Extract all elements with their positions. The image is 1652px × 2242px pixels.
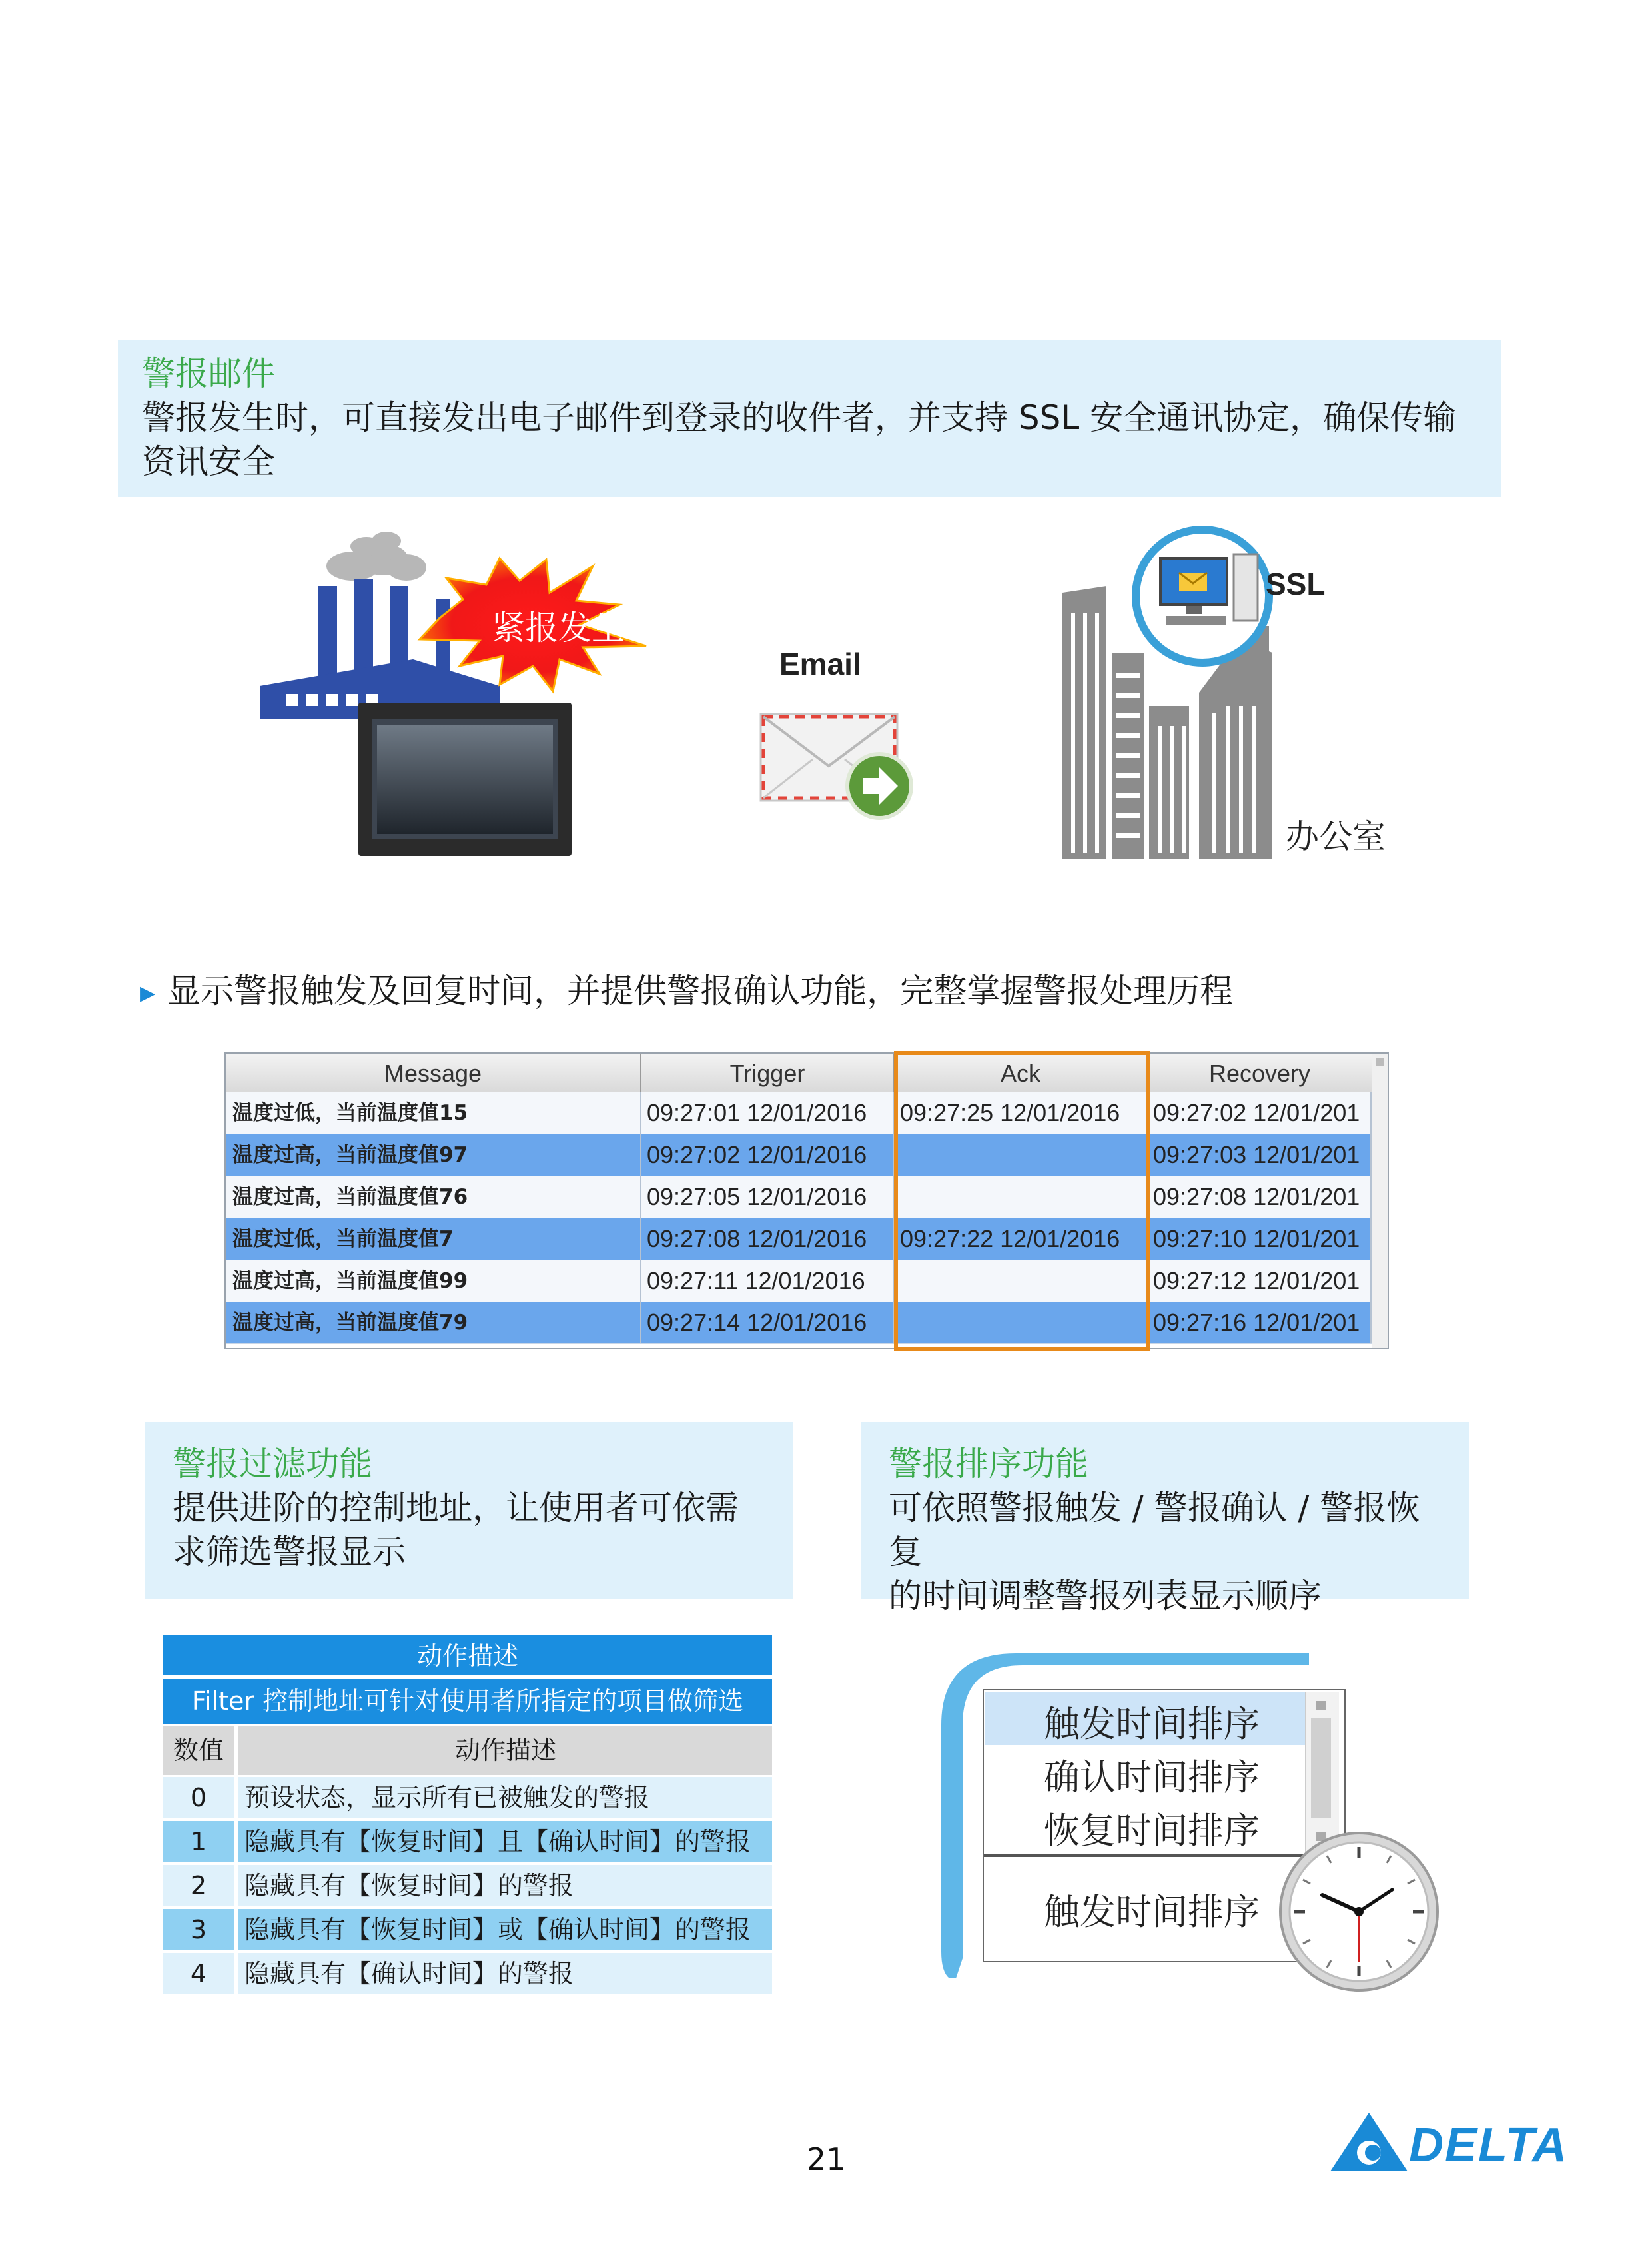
filter-column-separator bbox=[234, 1953, 238, 1994]
filter-desc: 预设状态，显示所有已被触发的警报 bbox=[244, 1783, 650, 1812]
office-label: 办公室 bbox=[1286, 817, 1386, 856]
email-label: Email bbox=[779, 647, 861, 681]
filter-column-separator bbox=[234, 1909, 238, 1950]
table-row[interactable] bbox=[226, 1302, 1372, 1344]
table-row[interactable] bbox=[226, 1176, 1372, 1218]
sort-option[interactable]: 确认时间排序 bbox=[1044, 1756, 1260, 1798]
delta-logo bbox=[1329, 2111, 1569, 2173]
filter-info-box bbox=[145, 1422, 793, 1599]
cell-trigger: 09:27:05 12/01/2016 bbox=[641, 1176, 895, 1218]
cell-ack: 09:27:22 12/01/2016 bbox=[895, 1218, 1148, 1260]
email-text-line-1: 警报发生时，可直接发出电子邮件到登录的收件者，并支持 SSL 安全通讯协定，确保传输 bbox=[142, 398, 1457, 437]
cell-message: 温度过高，当前温度值97 bbox=[226, 1134, 641, 1176]
filter-desc: 隐藏具有【恢复时间】的警报 bbox=[244, 1871, 574, 1900]
cell-trigger: 09:27:14 12/01/2016 bbox=[641, 1302, 895, 1343]
cell-trigger: 09:27:08 12/01/2016 bbox=[641, 1218, 895, 1260]
filter-column-separator bbox=[234, 1865, 238, 1906]
cell-recovery: 09:27:02 12/01/201 bbox=[1148, 1092, 1372, 1134]
sort-section-text bbox=[889, 1486, 1442, 1618]
filter-column-separator bbox=[234, 1777, 238, 1818]
cell-recovery: 09:27:03 12/01/201 bbox=[1148, 1134, 1372, 1176]
email-text-line-2: 资讯安全 bbox=[142, 442, 275, 481]
clock-icon bbox=[1276, 1828, 1442, 1995]
sort-option[interactable]: 触发时间排序 bbox=[1044, 1703, 1260, 1745]
alarm-history-table bbox=[224, 1052, 1389, 1349]
header-message[interactable]: Message bbox=[226, 1054, 641, 1092]
sort-text-line-2: 的时间调整警报列表显示顺序 bbox=[889, 1577, 1322, 1615]
cell-recovery: 09:27:12 12/01/201 bbox=[1148, 1260, 1372, 1302]
table-row[interactable] bbox=[226, 1134, 1372, 1176]
bullet-triangle-icon: ▶ bbox=[140, 981, 156, 1005]
filter-desc: 隐藏具有【确认时间】的警报 bbox=[244, 1959, 574, 1988]
cell-ack: 09:27:25 12/01/2016 bbox=[895, 1092, 1148, 1134]
header-recovery[interactable]: Recovery bbox=[1208, 1060, 1311, 1087]
table-scrollbar[interactable] bbox=[1372, 1054, 1388, 1349]
email-section-text bbox=[142, 396, 1477, 484]
cell-message: 温度过高，当前温度值79 bbox=[226, 1302, 641, 1343]
page-number: 21 bbox=[806, 2141, 846, 2177]
col-desc-header: 动作描述 bbox=[454, 1736, 556, 1765]
sort-text-line-1: 可依照警报触发 / 警报确认 / 警报恢复 bbox=[889, 1489, 1420, 1571]
filter-section-text bbox=[173, 1486, 765, 1574]
email-envelope-icon bbox=[761, 714, 911, 818]
cell-trigger: 09:27:01 12/01/2016 bbox=[641, 1092, 895, 1134]
filter-column-separator bbox=[234, 1821, 238, 1862]
table-row[interactable] bbox=[226, 1260, 1372, 1302]
smoke-icon bbox=[326, 532, 426, 581]
filter-table-subcaption bbox=[163, 1679, 772, 1724]
filter-table-row bbox=[163, 1777, 772, 1818]
ssl-computer-icon bbox=[1136, 530, 1269, 663]
filter-desc: 隐藏具有【恢复时间】且【确认时间】的警报 bbox=[244, 1827, 751, 1856]
table-row[interactable] bbox=[226, 1218, 1372, 1260]
filter-text-line-1: 提供进阶的控制地址，让使用者可依需 bbox=[173, 1489, 739, 1527]
filter-table-row bbox=[163, 1865, 772, 1906]
sort-section-title: 警报排序功能 bbox=[889, 1445, 1088, 1483]
header-ack[interactable]: Ack bbox=[895, 1054, 1148, 1092]
col-value-header: 数值 bbox=[173, 1736, 224, 1765]
filter-caption-text: 动作描述 bbox=[416, 1641, 518, 1671]
sort-selected-value[interactable]: 触发时间排序 bbox=[1044, 1891, 1260, 1933]
ack-column-highlight bbox=[894, 1051, 1150, 1351]
filter-table-row bbox=[163, 1909, 772, 1950]
filter-desc: 隐藏具有【恢复时间】或【确认时间】的警报 bbox=[244, 1915, 751, 1944]
burst-label: 紧报发生 bbox=[492, 609, 625, 647]
history-bullet bbox=[140, 969, 1233, 1016]
alarm-history-header bbox=[226, 1054, 1372, 1094]
header-trigger[interactable]: Trigger bbox=[641, 1054, 895, 1092]
cell-message: 温度过高，当前温度值99 bbox=[226, 1260, 641, 1302]
cell-message: 温度过低，当前温度值7 bbox=[226, 1218, 641, 1260]
delta-triangle-icon bbox=[1329, 2111, 1409, 2173]
filter-subcaption-text: Filter 控制地址可针对使用者所指定的项目做筛选 bbox=[191, 1686, 744, 1716]
filter-value: 3 bbox=[190, 1915, 207, 1944]
filter-text-line-2: 求筛选警报显示 bbox=[173, 1533, 406, 1571]
history-bullet-text: 显示警报触发及回复时间，并提供警报确认功能，完整掌握警报处理历程 bbox=[167, 972, 1234, 1010]
filter-value: 2 bbox=[190, 1871, 207, 1900]
cell-trigger: 09:27:02 12/01/2016 bbox=[641, 1134, 895, 1176]
filter-table-row bbox=[163, 1953, 772, 1994]
filter-value: 1 bbox=[190, 1827, 207, 1856]
cell-recovery: 09:27:16 12/01/201 bbox=[1148, 1302, 1372, 1343]
cell-recovery: 09:27:10 12/01/201 bbox=[1148, 1218, 1372, 1260]
cell-recovery: 09:27:08 12/01/201 bbox=[1148, 1176, 1372, 1218]
alarm-email-diagram bbox=[246, 520, 1412, 866]
filter-value: 4 bbox=[190, 1959, 207, 1988]
filter-section-title: 警报过滤功能 bbox=[173, 1445, 372, 1483]
sort-option[interactable]: 恢复时间排序 bbox=[1044, 1810, 1260, 1852]
email-info-box bbox=[118, 340, 1501, 497]
cell-message: 温度过低，当前温度值15 bbox=[226, 1092, 641, 1134]
ssl-label: SSL bbox=[1266, 567, 1326, 601]
sort-list-scrollbar[interactable] bbox=[1305, 1692, 1339, 1852]
filter-table-row bbox=[163, 1821, 772, 1862]
filter-table-caption bbox=[163, 1635, 772, 1677]
filter-value: 0 bbox=[190, 1783, 207, 1812]
filter-table-header bbox=[163, 1726, 772, 1775]
sort-info-box bbox=[861, 1422, 1469, 1615]
cell-trigger: 09:27:11 12/01/2016 bbox=[641, 1260, 895, 1302]
delta-brand-text: DELTA bbox=[1409, 2119, 1569, 2172]
cell-message: 温度过高，当前温度值76 bbox=[226, 1176, 641, 1218]
hmi-panel-icon bbox=[358, 703, 572, 856]
table-row[interactable] bbox=[226, 1092, 1372, 1134]
email-section-title: 警报邮件 bbox=[142, 354, 275, 393]
